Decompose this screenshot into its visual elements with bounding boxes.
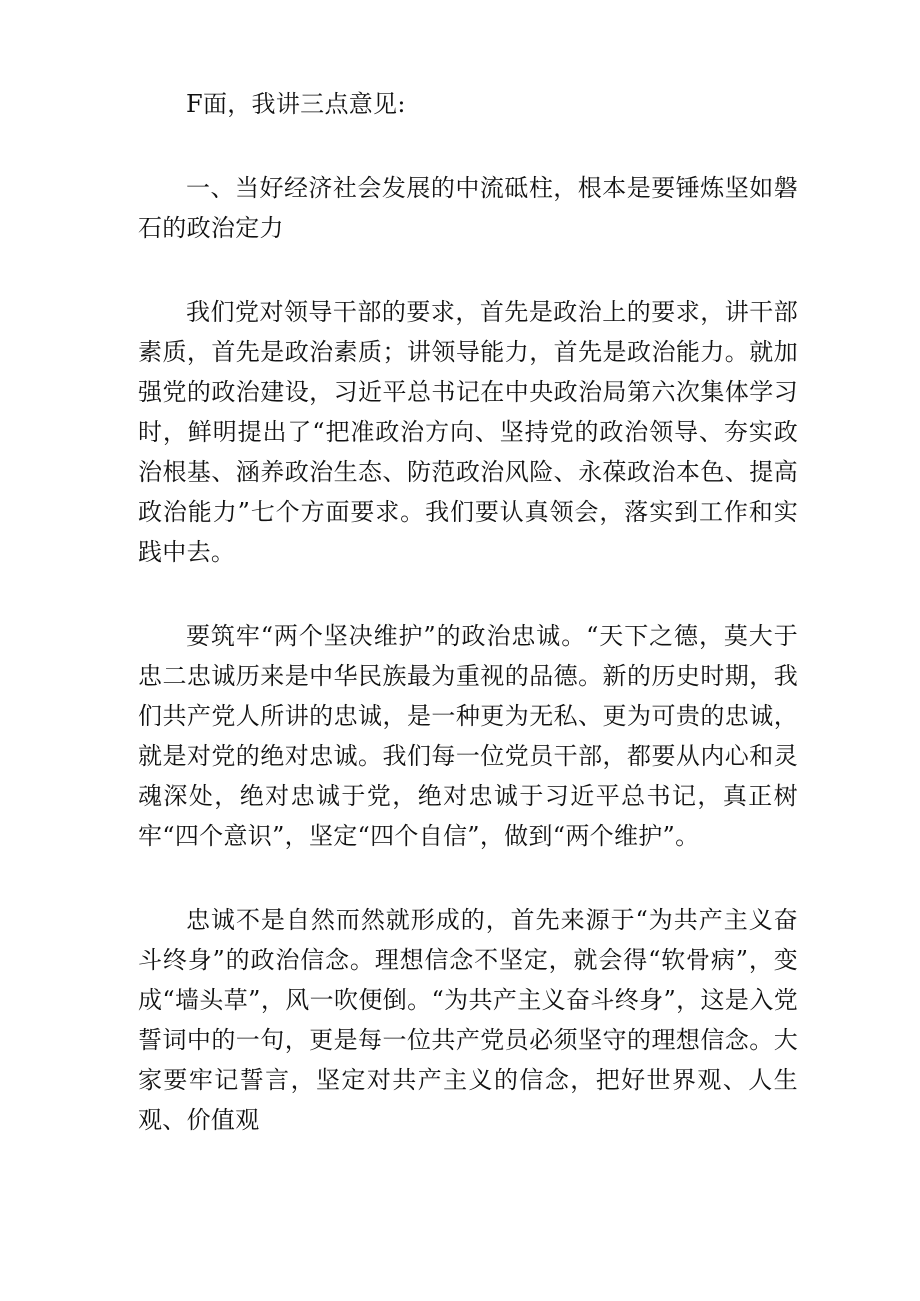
section-heading: 一、当好经济社会发展的中流砥柱，根本是要锤炼坚如磐石的政治定力 [138, 174, 798, 242]
body-paragraph: 要筑牢“两个坚决维护”的政治忠诚。“天下之德，莫大于忠二忠诚历来是中华民族最为重视的品德。新的历史时期，我们共产党人所讲的忠诚，是一种更为无私、更为可贵的忠诚，就是对党的绝对忠诚。我们每一位党员干部，都要从内心和灵魂深处，绝对忠诚于党，绝对忠诚于习近平总书记，真正树牢“四个意识”，坚定“四个自信”，做到“两个维护”。 [138, 622, 798, 850]
intro-line: F面，我讲三点意见: [186, 90, 406, 118]
body-paragraph: 忠诚不是自然而然就形成的，首先来源于“为共产主义奋斗终身”的政治信念。理想信念不坚定，就会得“软骨病”，变成“墙头草”，风一吹便倒。“为共产主义奋斗终身”，这是入党誓词中的一句，更是每一位共产党员必须坚守的理想信念。大家要牢记誓言，坚定对共产主义的信念，把好世界观、人生观、价值观 [138, 906, 798, 1134]
body-paragraph: 我们党对领导干部的要求，首先是政治上的要求，讲干部素质，首先是政治素质；讲领导能力，首先是政治能力。就加强党的政治建设，习近平总书记在中央政治局第六次集体学习时，鲜明提出了“把准政治方向、坚持党的政治领导、夯实政治根基、涵养政治生态、防范政治风险、永葆政治本色、提高政治能力”七个方面要求。我们要认真领会，落实到工作和实践中去。 [138, 298, 798, 566]
document-page [138, 84, 798, 1140]
